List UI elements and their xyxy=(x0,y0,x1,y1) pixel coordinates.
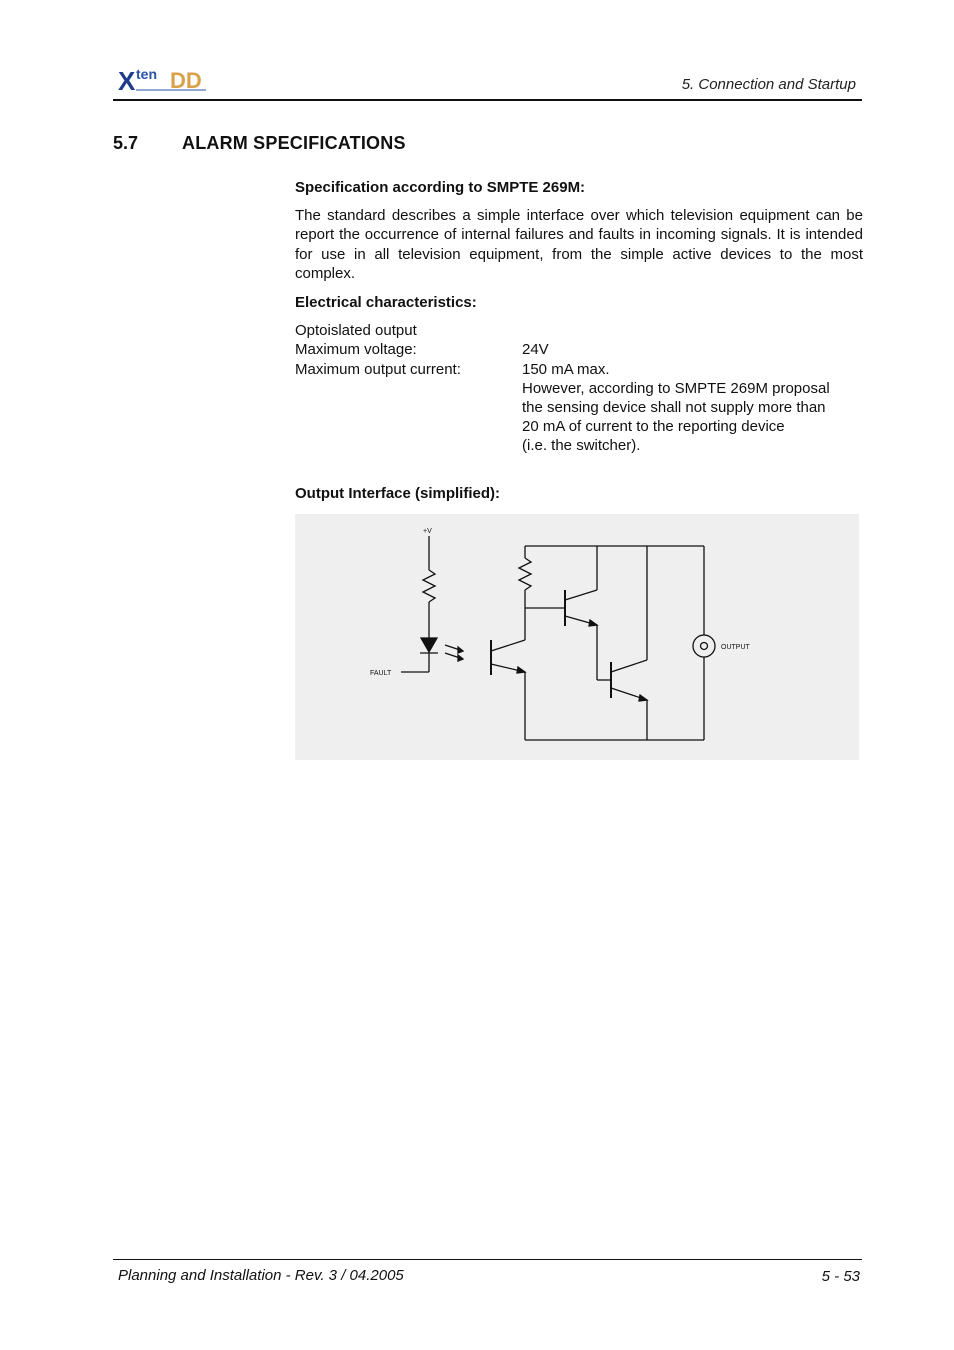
spec-row xyxy=(295,340,863,359)
spec-note-row xyxy=(295,417,863,436)
spec-note-line: 20 mA of current to the reporting device xyxy=(522,418,785,436)
arrowhead xyxy=(458,647,463,653)
arrowhead xyxy=(589,620,597,626)
arrowhead xyxy=(517,667,525,673)
svg-text:X: X xyxy=(118,66,136,96)
section-body xyxy=(295,178,863,503)
spec-note-line: the sensing device shall not supply more than xyxy=(522,399,826,417)
output-connector-icon xyxy=(693,635,715,657)
vplus-label: +V xyxy=(423,528,432,535)
svg-text:DD: DD xyxy=(170,68,202,93)
header-divider xyxy=(113,99,862,101)
arrowhead xyxy=(639,695,647,701)
connector-pin xyxy=(701,643,708,650)
footer-divider xyxy=(113,1259,862,1260)
spec-heading: Specification according to SMPTE 269M: xyxy=(295,179,586,196)
spec-note-line: However, according to SMPTE 269M proposal xyxy=(522,379,830,397)
spec-note-line: (i.e. the switcher). xyxy=(522,437,641,455)
brand-logo xyxy=(118,66,210,96)
spec-label: Maximum voltage: xyxy=(295,341,417,359)
section-number: 5.7 xyxy=(113,133,139,153)
output-label: OUTPUT xyxy=(721,644,750,651)
wire xyxy=(611,660,647,672)
spec-note-row xyxy=(295,379,863,398)
resistor-icon xyxy=(423,570,435,602)
fault-label: FAULT xyxy=(370,670,392,677)
output-interface-diagram xyxy=(295,514,859,760)
output-heading: Output Interface (simplified): xyxy=(295,484,501,502)
spec-paragraph: The standard describes a simple interface over which television equipment can be report the occurrence of internal failures and faults in incoming signals. It is intended for use in all television equipment, from the simple active devices to the most complex. xyxy=(295,207,863,282)
footer-document-info: Planning and Installation - Rev. 3 / 04.2005 xyxy=(118,1267,404,1284)
chapter-title: 5. Connection and Startup xyxy=(681,76,856,93)
resistor-icon xyxy=(519,558,531,590)
page-number: 5 - 53 xyxy=(821,1268,860,1285)
spec-note-row xyxy=(295,398,863,417)
svg-text:ten: ten xyxy=(136,66,157,82)
wire xyxy=(491,640,525,651)
circuit-schematic xyxy=(295,514,859,760)
electrical-heading: Electrical characteristics: xyxy=(295,294,477,312)
spec-value: 24V xyxy=(522,341,549,359)
spec-row xyxy=(295,321,863,340)
spec-label: Optoislated output xyxy=(295,322,417,340)
logo-graphic xyxy=(118,66,210,96)
spec-value xyxy=(522,321,863,340)
spec-note-row xyxy=(295,436,863,455)
led-icon xyxy=(421,638,437,652)
section-title: ALARM SPECIFICATIONS xyxy=(182,133,406,153)
spec-row xyxy=(295,360,863,379)
arrowhead xyxy=(458,655,463,661)
wire xyxy=(565,590,597,600)
spec-label: Maximum output current: xyxy=(295,360,461,378)
spec-value: 150 mA max. xyxy=(522,360,610,378)
